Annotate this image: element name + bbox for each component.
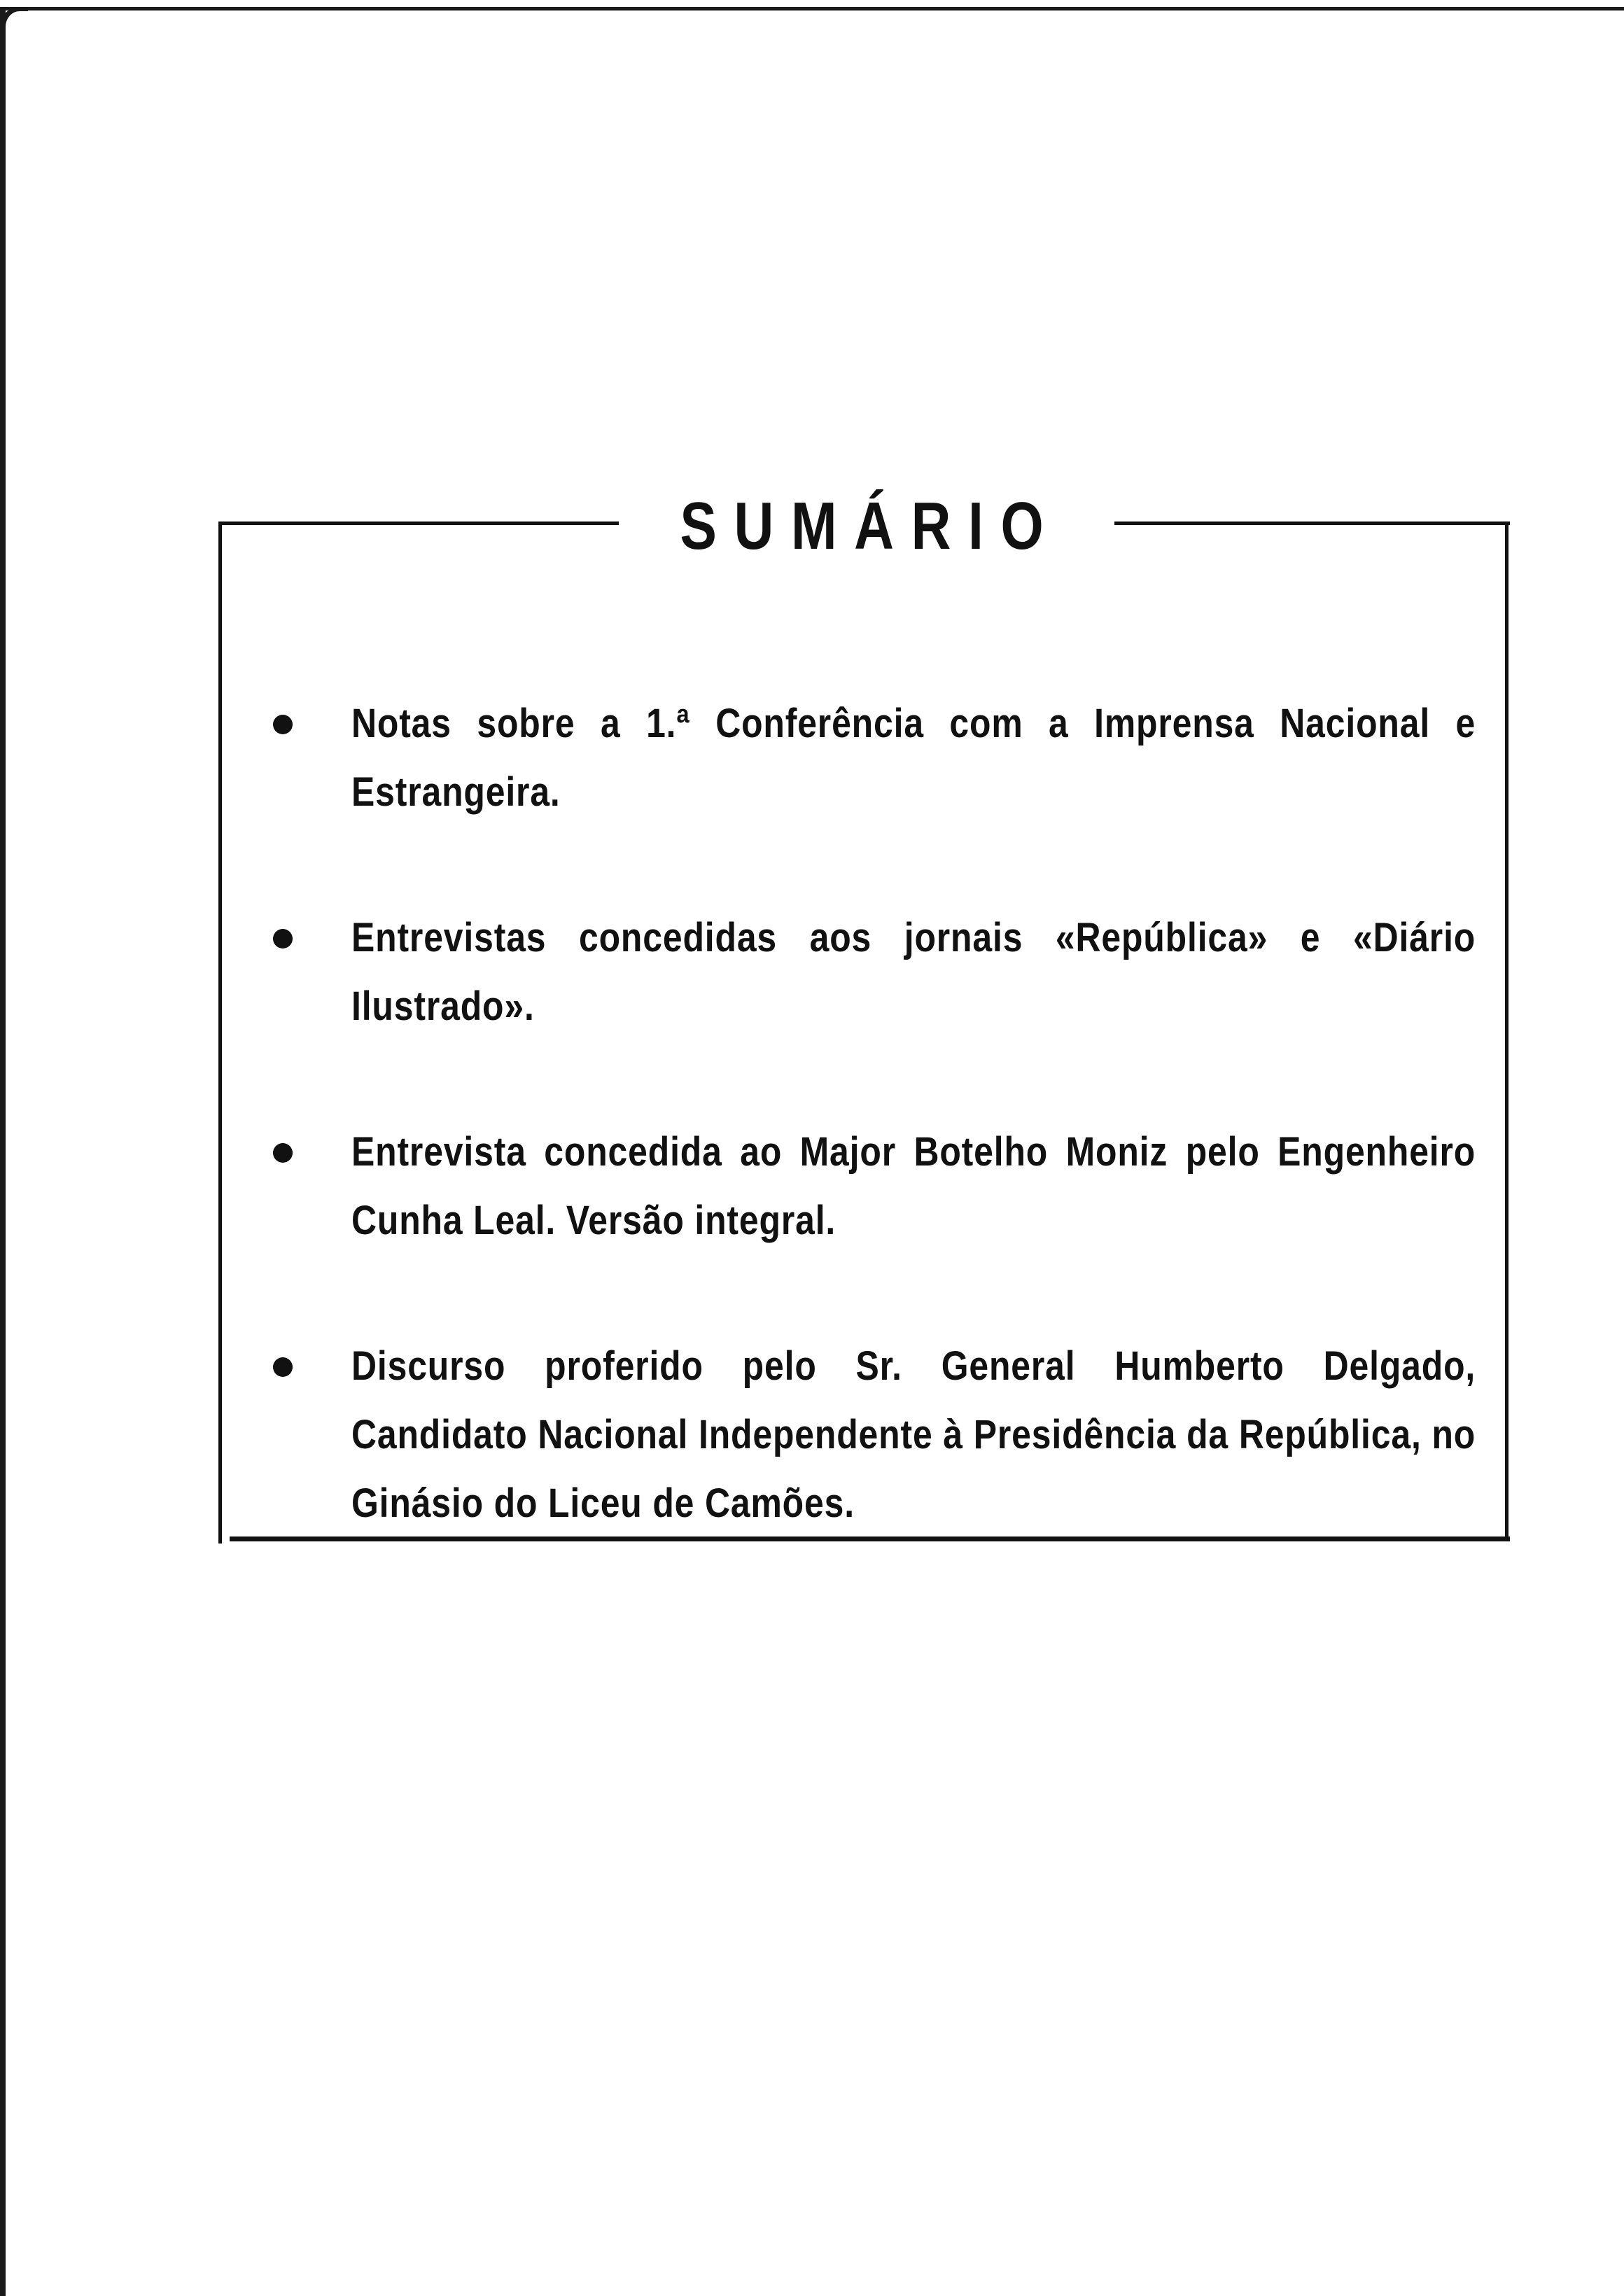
frame-top-left-rule xyxy=(218,522,619,525)
summary-item xyxy=(267,1118,1478,1255)
bullet-icon xyxy=(273,1357,293,1377)
summary-item-text: Notas sobre a 1.ª Conferência com a Imprensa Nacional e Estrangeira. xyxy=(351,701,1476,815)
summary-item xyxy=(267,690,1478,827)
summary-item-text: Discurso proferido pelo Sr. General Humberto Delgado, Candidato Nacional Independente à Presidência da República, no Ginásio do Liceu de Camões. xyxy=(351,1343,1476,1526)
bullet-icon xyxy=(273,1143,293,1163)
bullet-icon xyxy=(273,929,293,948)
summary-title: SUMÁRIO xyxy=(680,489,1061,564)
summary-item xyxy=(267,1332,1478,1538)
summary-list xyxy=(267,690,1478,1538)
summary-box xyxy=(218,489,1510,1544)
summary-item-text: Entrevistas concedidas aos jornais «República» e «Diário Ilustrado». xyxy=(351,915,1476,1029)
frame-right-rule xyxy=(1505,522,1508,1536)
frame-left-rule xyxy=(218,522,222,1544)
summary-item-text: Entrevista concedida ao Major Botelho Moniz pelo Engenheiro Cunha Leal. Versão integral. xyxy=(351,1129,1476,1243)
page-top-edge xyxy=(0,7,1624,10)
bullet-icon xyxy=(273,715,293,734)
page-left-edge xyxy=(0,10,6,2296)
frame-top-right-rule xyxy=(1114,522,1510,525)
summary-item xyxy=(267,904,1478,1041)
